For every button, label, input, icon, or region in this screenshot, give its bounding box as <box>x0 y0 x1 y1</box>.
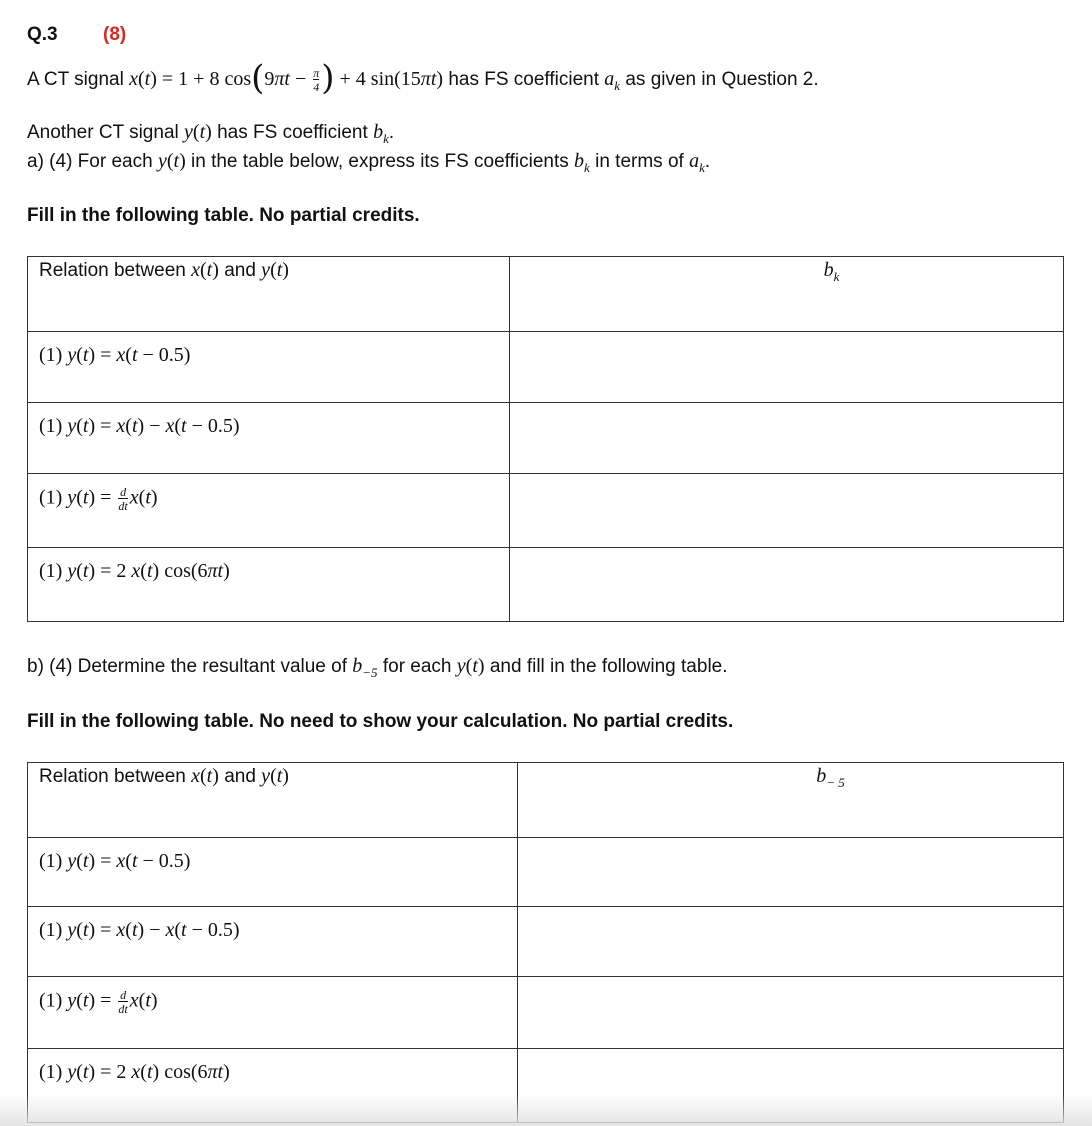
table-b-header-left: Relation between x(t) and y(t) <box>28 763 518 838</box>
table-b-header <box>28 763 1064 838</box>
table-a-row3-label: (1) y(t) = $\frac{d}{dt}$ x(t) <box>28 474 510 548</box>
table-a-header-left: Relation between x(t) and y(t) <box>28 257 510 332</box>
table-row <box>28 474 1064 548</box>
bottom-fade <box>0 1094 1092 1126</box>
table-a-row2-answer[interactable] <box>510 403 1064 474</box>
table-a-header <box>28 257 1064 332</box>
table-b-row2-label: (1) y(t) = x(t) − x(t − 0.5) <box>28 907 518 977</box>
question-number: Q.3 <box>27 24 58 45</box>
table-a-row4-answer[interactable] <box>510 548 1064 622</box>
table-a-row3-answer[interactable] <box>510 474 1064 548</box>
table-b-row1-label: (1) y(t) = x(t − 0.5) <box>28 838 518 907</box>
instruction-b: Fill in the following table. No need to show your calculation. No partial credits. <box>27 711 734 732</box>
table-row <box>28 838 1064 907</box>
table-b <box>27 762 1064 1123</box>
table-a-header-right: $b_k$ <box>510 257 1064 332</box>
table-b-row3-label: (1) y(t) = $\frac{d}{dt}$ x(t) <box>28 977 518 1049</box>
table-row <box>28 977 1064 1049</box>
part-a-text: a) (4) For each y(t) in the table below, express its FS coefficients $b_k$ in terms of $a_k$. <box>27 150 711 175</box>
table-row <box>28 548 1064 622</box>
table-b-row3-answer[interactable] <box>518 977 1064 1049</box>
intro-line-2: Another CT signal y(t) has FS coefficient $b_k$. <box>27 121 395 146</box>
table-a <box>27 256 1064 622</box>
table-b-row2-answer[interactable] <box>518 907 1064 977</box>
table-row <box>28 403 1064 474</box>
table-a-row2-label: (1) y(t) = x(t) − x(t − 0.5) <box>28 403 510 474</box>
question-points: (8) <box>103 24 127 45</box>
table-row <box>28 907 1064 977</box>
table-a-row1-label: (1) y(t) = x(t − 0.5) <box>28 332 510 403</box>
table-b-header-right: $b_{- 5}$ <box>518 763 1064 838</box>
table-row <box>28 332 1064 403</box>
part-b-text: b) (4) Determine the resultant value of $b_{-5}$ for each y(t) and fill in the following table. <box>27 655 728 680</box>
table-b-row1-answer[interactable] <box>518 838 1064 907</box>
table-b-row4-label: (1) y(t) = 2 x(t) cos(6πt) <box>28 1049 518 1123</box>
table-a-row1-answer[interactable] <box>510 332 1064 403</box>
intro-line: A CT signal x(t) = 1 + 8 cos(9πt − $\frac{\pi}{4}$ ) + 4 sin(15πt) has FS coefficient $a_k$ as given in Question 2. <box>27 58 819 98</box>
instruction-a: Fill in the following table. No partial credits. <box>27 205 420 226</box>
table-a-row4-label: (1) y(t) = 2 x(t) cos(6πt) <box>28 548 510 622</box>
